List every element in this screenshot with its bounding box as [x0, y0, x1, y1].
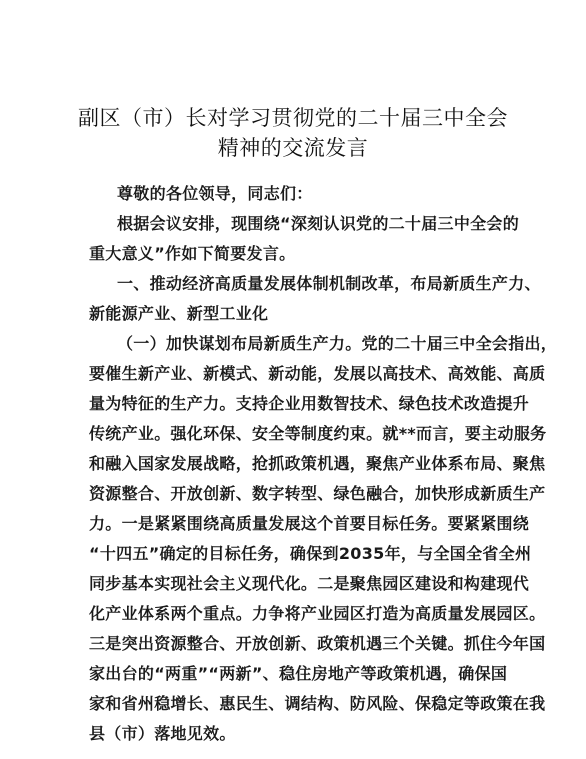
- body-line: 力。一是紧紧围绕高质量发展这个首要目标任务。要紧紧围绕: [89, 514, 530, 533]
- document-title-line-1: 副区（市）长对学习贯彻党的二十届三中全会: [78, 106, 508, 130]
- body-line: 三是突出资源整合、开放创新、政策机遇三个关键。抓住今年国: [89, 634, 546, 653]
- body-line: 同步基本实现社会主义现代化。二是聚焦园区建设和构建现代: [89, 574, 530, 593]
- document-title-line-2: 精神的交流发言: [217, 136, 369, 160]
- body-line: 资源整合、开放创新、数字转型、绿色融合，加快形成新质生产: [89, 484, 546, 503]
- body-line: （一）加快谋划布局新质生产力。党的二十届三中全会指出，: [117, 334, 558, 353]
- intro-line-2: 重大意义”作如下简要发言。: [89, 244, 296, 263]
- body-line: 量为特征的生产力。支持企业用数智技术、绿色技术改造提升: [89, 394, 530, 413]
- body-line: 县（市）落地见效。: [89, 724, 236, 743]
- body-line: 和融入国家发展战略，抢抓政策机遇，聚焦产业体系布局、聚焦: [89, 454, 546, 473]
- salutation: 尊敬的各位领导，同志们：: [117, 184, 313, 203]
- body-line: 传统产业。强化环保、安全等制度约束。就**而言，要主动服务: [89, 424, 547, 443]
- section-heading-line-2: 新能源产业、新型工业化: [89, 304, 269, 323]
- intro-line-1: 根据会议安排，现围绕“深刻认识党的二十届三中全会的: [117, 214, 520, 233]
- body-line: “十四五”确定的目标任务，确保到2035年，与全国全省全州: [89, 544, 532, 563]
- section-heading-line-1: 一、推动经济高质量发展体制机制改革，布局新质生产力、: [117, 274, 541, 293]
- body-line: 化产业体系两个重点。力争将产业园区打造为高质量发展园区。: [89, 604, 546, 623]
- body-line: 家和省州稳增长、惠民生、调结构、防风险、保稳定等政策在我: [89, 694, 546, 713]
- body-line: 要催生新产业、新模式、新动能，发展以高技术、高效能、高质: [89, 364, 546, 383]
- body-line: 家出台的“两重”“两新”、稳住房地产等政策机遇，确保国: [89, 664, 508, 683]
